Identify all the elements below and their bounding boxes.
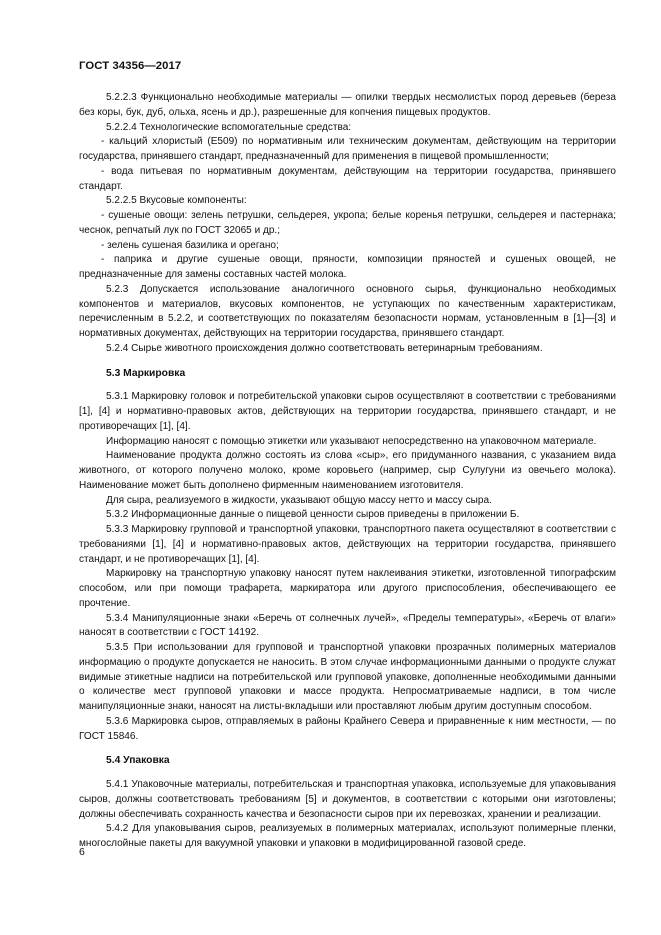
- paragraph: 5.3.2 Информационные данные о пищевой ценности сыров приведены в приложении Б.: [106, 509, 520, 521]
- list-item: - зелень сушеная базилика и орегано;: [101, 239, 279, 251]
- paragraph: 5.3.3 Маркировку групповой и транспортной упаковки, транспортного пакета осуществляют в соответствии с требованиями [1], [4] и нормативно-правовых актов, действующих на территории государства, принявшего стандарт, и не противоречащих [1], [4].: [79, 524, 616, 565]
- paragraph: 5.4.1 Упаковочные материалы, потребительская и транспортная упаковка, используемые для упаковывания сыров, должны соответствовать требованиям [5] и документов, в соответствии с которыми они изготовлены; должны обеспечивать сохранность качества и безопасности сыров при их перевозках, хранении и реализации.: [79, 779, 616, 820]
- document-body: [79, 91, 616, 852]
- paragraph: Наименование продукта должно состоять из слова «сыр», его придуманного названия, с указанием вида животного, от которого получено молоко, кроме коровьего (например, сыр Сулугуни из овечьего молока). Наименование может быть дополнено фирменным наименованием изготовителя.: [79, 450, 616, 491]
- paragraph: Информацию наносят с помощью этикетки или указывают непосредственно на упаковочном материале.: [106, 435, 597, 447]
- page-number: 6: [79, 846, 85, 858]
- paragraph: 5.2.4 Сырье животного происхождения должно соответствовать ветеринарным требованиям.: [106, 342, 543, 354]
- paragraph: Маркировку на транспортную упаковку наносят путем наклеивания этикетки, изготовленной типографским способом, или при помощи трафарета, маркиратора или другого приспособления, обеспечивающего ее прочтение.: [79, 568, 616, 609]
- section-heading-marking: 5.3 Маркировка: [106, 367, 186, 379]
- paragraph: 5.2.2.4 Технологические вспомогательные средства:: [106, 121, 352, 133]
- section-heading-packaging: 5.4 Упаковка: [106, 755, 170, 767]
- paragraph: 5.4.2 Для упаковывания сыров, реализуемых в полимерных материалах, используют полимерные пленки, многослойные пакеты для вакуумной упаковки и упаковки в модифицированной газовой среде.: [79, 823, 616, 849]
- paragraph: 5.2.2.5 Вкусовые компоненты:: [106, 195, 247, 207]
- list-item: - вода питьевая по нормативным документам, действующим на территории государства, принявшего стандарт.: [79, 165, 616, 192]
- paragraph: 5.2.3 Допускается использование аналогичного основного сырья, функционально необходимых компонентов и материалов, вкусовых компонентов, не уступающих по качественным характеристикам, перечисленным в 5.2.2, и соответствующих по показателям безопасности нормам, установленным в [1]—[3] и нормативных документах, действующих на территории государства, принявшего стандарт.: [79, 283, 616, 339]
- list-item: - паприка и другие сушеные овощи, пряности, композиции пряностей и сушеных овощей, не предназначенные для замены составных частей молока.: [79, 254, 616, 280]
- paragraph: 5.3.4 Манипуляционные знаки «Беречь от солнечных лучей», «Пределы температуры», «Беречь от влаги» наносят в соответствии с ГОСТ 14192.: [79, 612, 616, 639]
- list-item: - сушеные овощи: зелень петрушки, сельдерея, укропа; белые коренья петрушки, сельдерея и пастернака; чеснок, репчатый лук по ГОСТ 32065 и др.;: [79, 210, 616, 236]
- paragraph: 5.2.2.3 Функционально необходимые материалы — опилки твердых несмолистых пород деревьев (береза без коры, бук, дуб, ольха, ясень и др.), разрешенные для копчения пищевых продуктов.: [79, 92, 616, 118]
- paragraph: 5.3.6 Маркировка сыров, отправляемых в районы Крайнего Севера и приравненные к ним местности, — по ГОСТ 15846.: [79, 715, 616, 742]
- page-header: ГОСТ 34356—2017: [79, 60, 182, 72]
- list-item: - кальций хлористый (Е509) по нормативным или техническим документам, действующим на территории государства, принявшего стандарт, предназначенный для применения в пищевой промышленности;: [79, 136, 616, 162]
- paragraph: Для сыра, реализуемого в жидкости, указывают общую массу нетто и массу сыра.: [106, 494, 492, 506]
- paragraph: 5.3.5 При использовании для групповой и транспортной упаковки прозрачных полимерных материалов информацию о продукте допускается не наносить. В этом случае информационными данными о продукте служат видимые этикетные надписи на потребительской или групповой упаковке, дополненные необходимыми данными о количестве мест групповой упаковки и массе продукта. Непросматриваемые надписи, в том числе манипуляционные знаки, наносят на листы-вкладыши или проставляют любым другим доступным способом.: [79, 642, 616, 712]
- paragraph: 5.3.1 Маркировку головок и потребительской упаковки сыров осуществляют в соответствии с требованиями [1], [4] и нормативно-правовых актов, действующих на территории государства, принявшего стандарт, и не противоречащих [1], [4].: [79, 391, 616, 432]
